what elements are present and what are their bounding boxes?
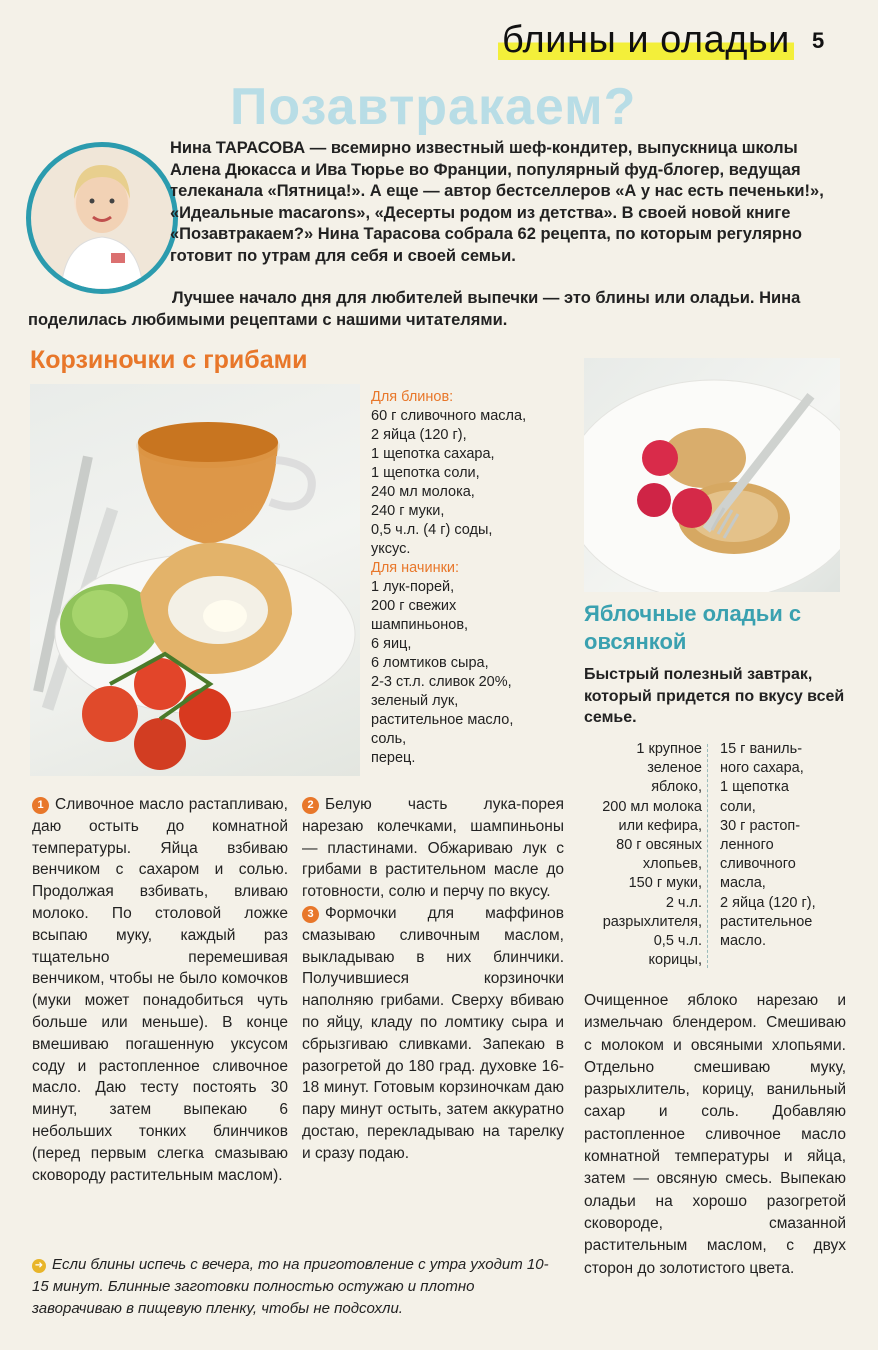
recipe1-title: Корзиночки с грибами [30,346,308,374]
recipe2-ingredients-right [720,740,844,951]
filling-heading: Для начинки: [371,560,460,576]
ingredient-item: шампиньонов, [371,617,469,633]
ingredient-item: 1 щепотка [720,779,789,796]
ingredient-item: 2-3 ст.л. сливок 20%, [371,674,512,690]
ingredient-item: 30 г растоп- [720,817,801,834]
ingredient-item: 2 яйца (120 г), [371,427,467,443]
step-1 [32,794,288,1186]
ingredient-item: 2 ч.л. [665,894,702,911]
ingredient-item: 0,5 ч.л. [653,933,702,950]
recipe1-steps-column-2 [302,794,564,1165]
ingredient-item: хлопьев, [642,856,702,873]
recipe2-ingredients-left [578,740,702,970]
ingredient-item: ленного [720,837,774,854]
ingredient-item: 6 яиц, [371,636,412,652]
pancakes-heading: Для блинов: [371,389,454,405]
recipe1-ingredients [371,388,581,768]
ingredient-item: 80 г овсяных [616,837,702,854]
ingredient-item: зеленый лук, [371,693,459,709]
tip-text: Если блины испечь с вечера, то на приготовление с утра уходит 10-15 минут. Блинные заготовки полностью остужаю и плотно заворачиваю в пищевую пленку, чтобы не подсохли. [32,1256,549,1317]
ingredient-item: яблоко, [651,779,702,796]
ingredient-item: зеленое [647,760,702,777]
step-number-badge: 1 [32,797,49,814]
ingredient-item: 1 крупное [636,741,702,757]
ingredient-item: корицы, [648,952,702,969]
ingredient-item: разрыхлителя, [602,913,702,930]
ingredient-item: 200 мл молока [602,798,702,815]
ingredient-item: ного сахара, [720,760,804,777]
step-number-badge: 2 [302,797,319,814]
step-2 [302,794,564,903]
recipe1-photo [30,384,360,776]
page-number: 5 [812,28,825,53]
intro-paragraph: Нина ТАРАСОВА — всемирно известный шеф-кондитер, выпускница школы Алена Дюкасса и Ива Тюрье во Франции, популярный фуд-блогер, ведущая телеканала «Пятница!». А еще — автор бестселлеров «А у нас есть печеньки!», «Идеальные macarons», «Десерты родом из детства». В своей новой книге «Позавтракаем?» Нина Тарасова собрала 62 рецепта, по которым регулярно готовит по утрам для себя и своей семьи. [170,139,824,265]
ingredient-item: 6 ломтиков сыра, [371,655,489,671]
ingredient-item: растительное [720,913,813,930]
ingredient-item: масла, [720,875,766,892]
recipe2-method: Очищенное яблоко нарезаю и измельчаю блендером. Смешиваю с молоком и овсяными хлопьями. Отдельно смешиваю муку, разрыхлитель, корицу, ванильный сахар и соль. Добавляю растопленное сливочное масло комнатной температуры и яйца, затем — овсяную смесь. Выпекаю оладьи на хорошо разогретой сковороде, смазанной растительным маслом, с двух сторон до золотистого цвета. [584,992,846,1277]
ingredient-item: растительное масло, [371,712,514,728]
main-title: Позавтракаем? [230,78,637,136]
ingredient-item: 240 г муки, [371,503,445,519]
step-3 [302,903,564,1165]
ingredient-item: 200 г свежих [371,598,457,614]
recipe2-lead: Быстрый полезный завтрак, который придется по вкусу всей семье. [584,666,845,726]
step-text: Белую часть лука-порея нарезаю колечками, шампиньоны — пластинами. Обжариваю лук с грибами в растительном масле до готовности, солю и перчу по вкусу. [302,796,564,901]
recipe2-title: Яблочные оладьи с овсянкой [584,601,802,654]
ingredient-item: уксус. [371,541,411,557]
ingredients-divider [707,744,715,968]
arrow-right-icon: ➜ [32,1259,46,1273]
ingredient-item: 15 г ваниль- [720,741,803,757]
recipe2-photo [584,358,840,592]
section-title: блины и оладьи [498,16,794,64]
intro-paragraph-2: Лучшее начало дня для любителей выпечки — это блины или оладьи. Нина поделилась любимыми рецептами с нашими читателями. [28,289,801,329]
ingredient-item: сливочного [720,856,796,873]
author-portrait [26,142,178,294]
ingredient-item: 150 г муки, [628,875,702,892]
ingredient-item: перец. [371,750,416,766]
ingredient-item: 1 щепотка сахара, [371,446,495,462]
ingredient-item: или кефира, [618,817,702,834]
tip-note [32,1254,552,1320]
recipe1-steps-column-1 [32,794,288,1186]
step-text: Формочки для маффинов смазываю сливочным маслом, выкладываю в них блинчики. Получившиеся корзиночки наполняю грибами. Сверху вбиваю по яйцу, кладу по ломтику сыра и сбрызгиваю сливками. Запекаю в разогретой до 180 град. духовке 16-18 минут. Готовым корзиночкам даю пару минут остыть, затем аккуратно достаю, перекладываю на тарелку и сразу подаю. [302,904,564,1162]
ingredient-item: 240 мл молока, [371,484,475,500]
ingredient-item: 2 яйца (120 г), [720,894,816,911]
step-number-badge: 3 [302,906,319,923]
ingredient-item: соль, [371,731,407,747]
step-text: Сливочное масло растапливаю, даю остыть до комнатной температуры. Яйца взбиваю венчиком с сахаром и солью. Продолжая взбивать, вливаю молоко. По столовой ложке всыпаю муку, каждый раз тщательно перемешивая венчиком, чтобы не было комочков (муки может понадобиться чуть больше или меньше). В конце вмешиваю погашенную уксусом соду и растопленное сливочное масло. Даю тесту постоять 30 минут, затем выпекаю 6 небольших тонких блинчиков (перед первым слегка смазываю сковороду растительным маслом). [32,796,288,1184]
ingredient-item: 1 щепотка соли, [371,465,480,481]
ingredient-item: 1 лук-порей, [371,579,455,595]
ingredient-item: 60 г сливочного масла, [371,408,527,424]
ingredient-item: масло. [720,933,766,950]
ingredient-item: 0,5 ч.л. (4 г) соды, [371,522,493,538]
ingredient-item: соли, [720,798,756,815]
